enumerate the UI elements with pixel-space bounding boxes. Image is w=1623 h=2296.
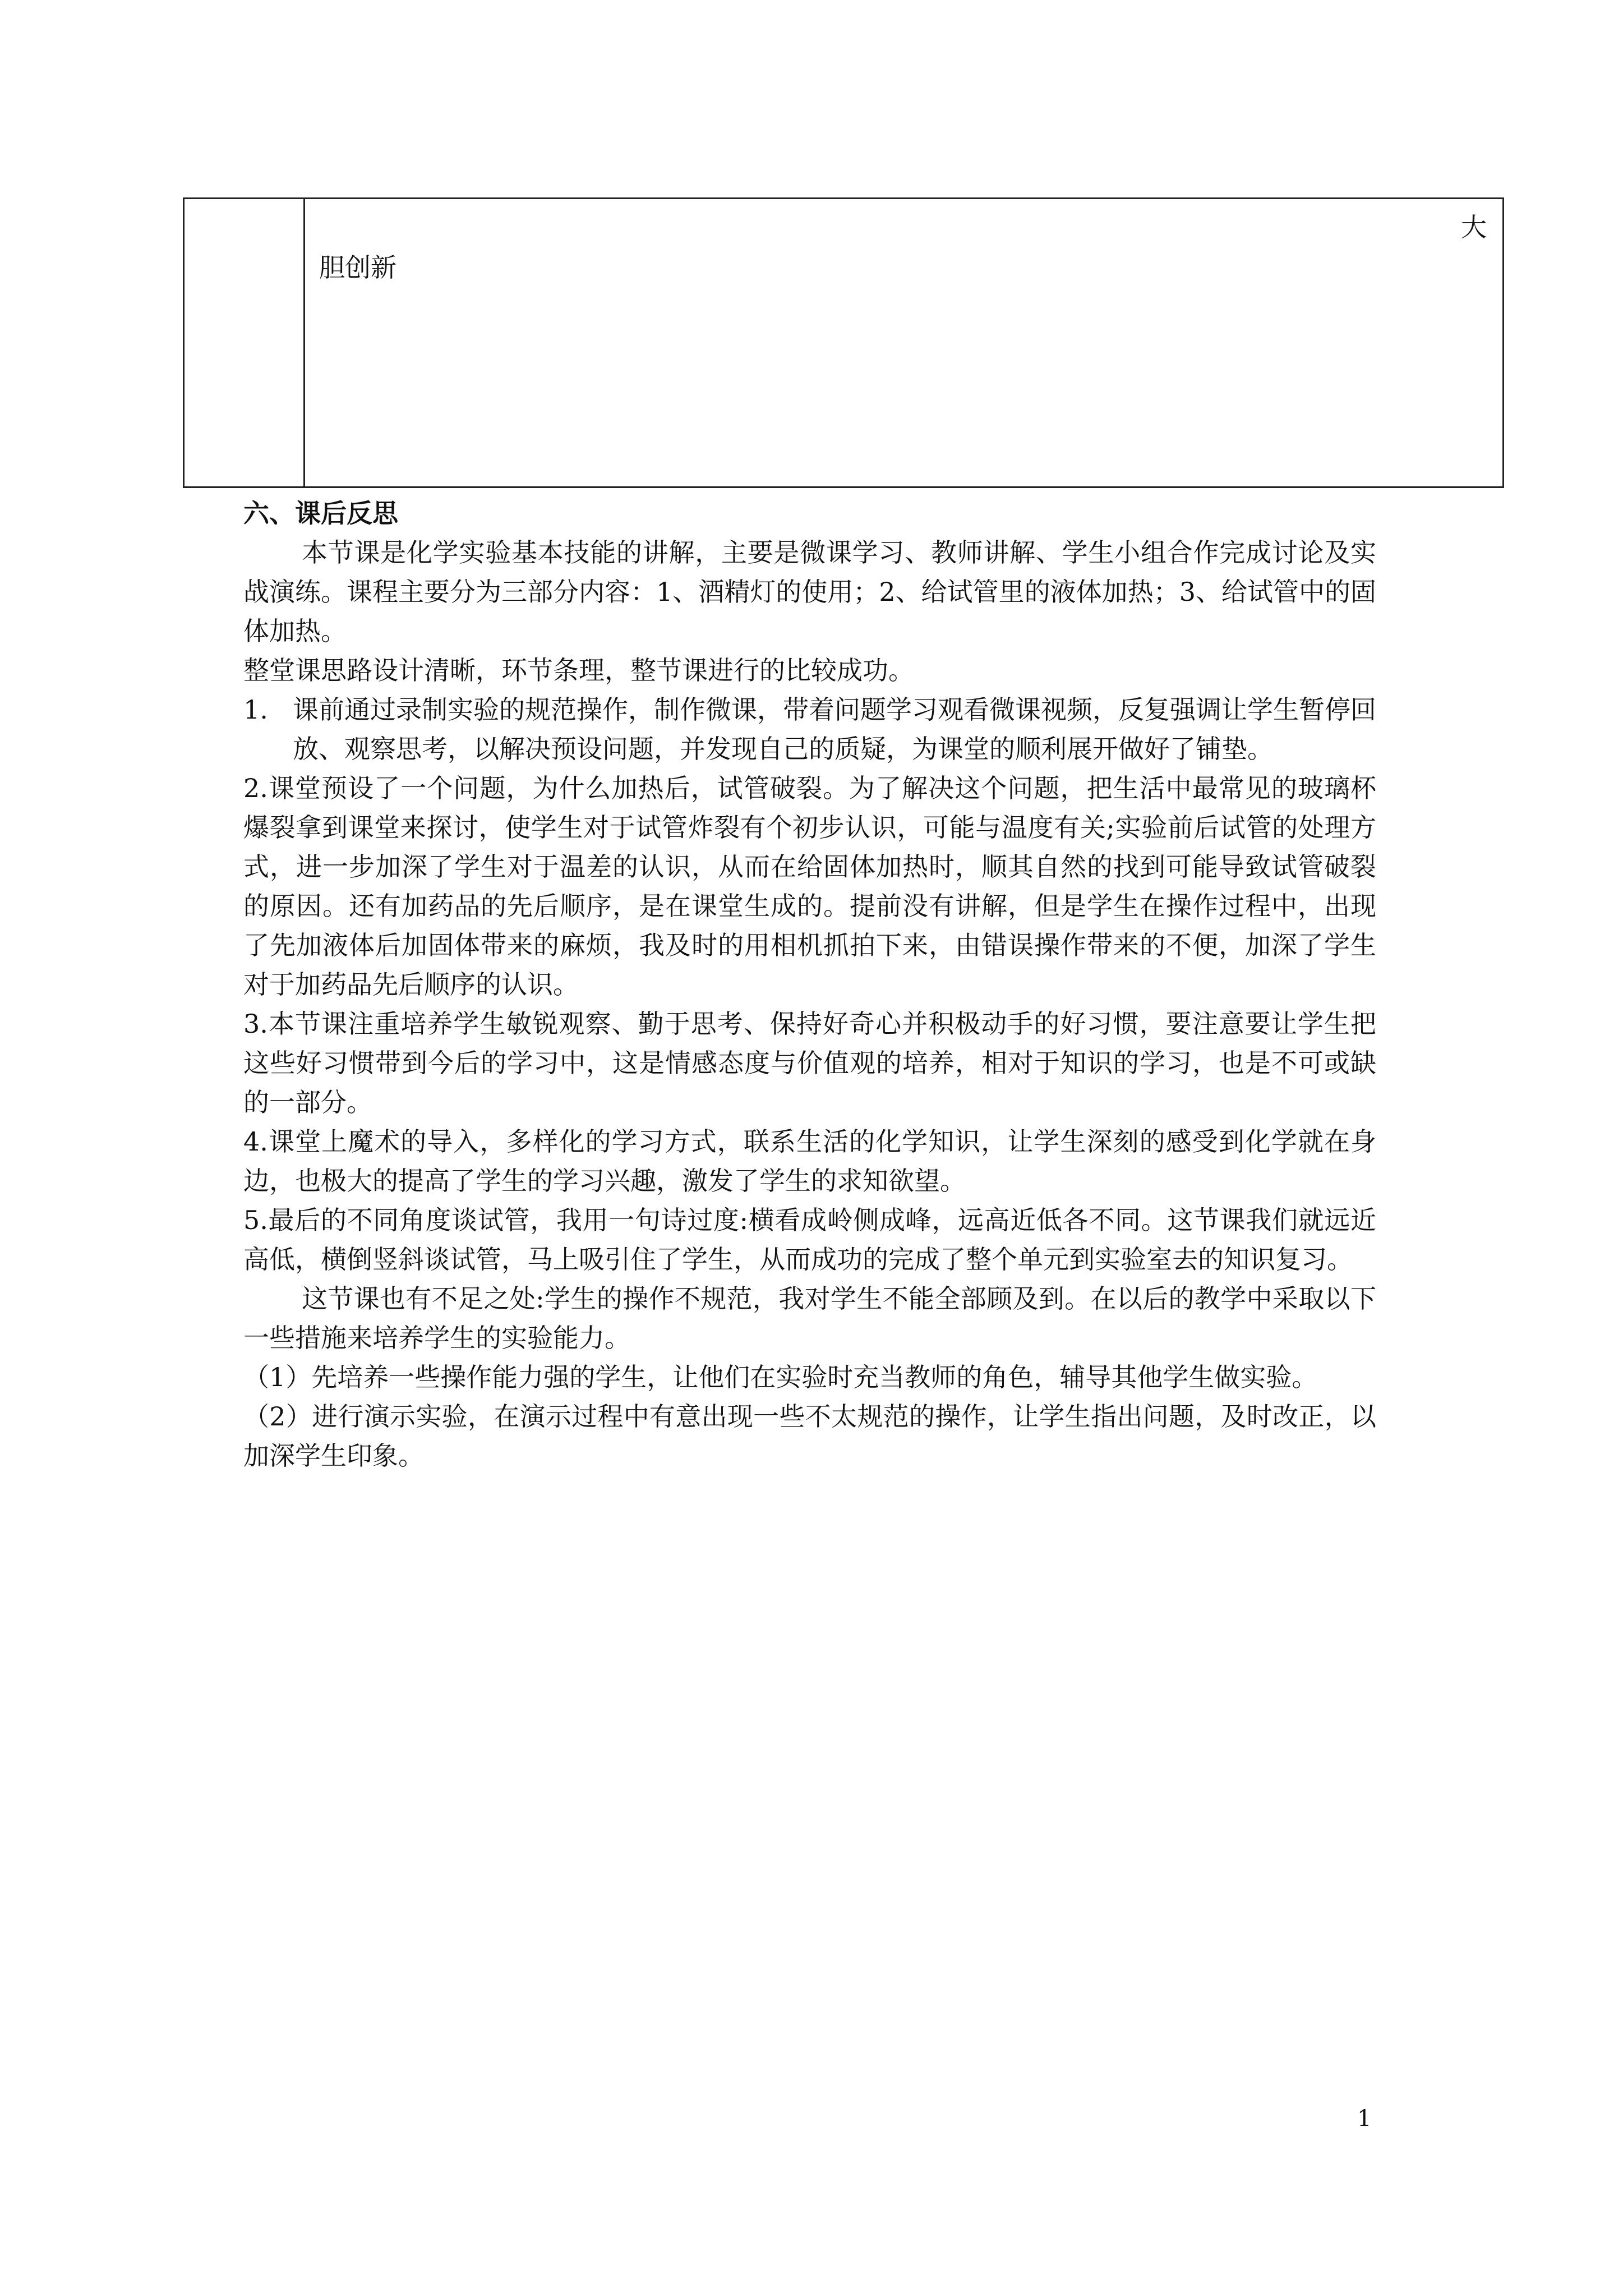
reflection-section: [243, 494, 1376, 1475]
page-number: 1: [1357, 2106, 1372, 2132]
list-item-number: 1.: [243, 694, 268, 725]
table-cell-text-continued: 大: [1461, 212, 1487, 242]
intro-paragraph: 本节课是化学实验基本技能的讲解，主要是微课学习、教师讲解、学生小组合作完成讨论及实战演练。课程主要分为三部分内容：1、酒精灯的使用；2、给试管里的液体加热；3、给试管中的固体加热。: [243, 537, 1376, 646]
section-heading: 六、课后反思: [243, 498, 398, 528]
list-item: 2.课堂预设了一个问题，为什么加热后，试管破裂。为了解决这个问题，把生活中最常见的玻璃杯爆裂拿到课堂来探讨，使学生对于试管炸裂有个初步认识，可能与温度有关;实验前后试管的处理方式，进一步加深了学生对于温差的认识，从而在给固体加热时，顺其自然的找到可能导致试管破裂的原因。还有加药品的先后顺序，是在课堂生成的。提前没有讲解，但是学生在操作过程中，出现了先加液体后加固体带来的麻烦，我及时的用相机抓拍下来，由错误操作带来的不便，加深了学生对于加药品先后顺序的认识。: [243, 773, 1376, 1000]
shortcoming-paragraph: 这节课也有不足之处:学生的操作不规范，我对学生不能全部顾及到。在以后的教学中采取以下一些措施来培养学生的实验能力。: [243, 1283, 1376, 1353]
list-item: [243, 690, 1376, 769]
measure-item: （2）进行演示实验，在演示过程中有意出现一些不太规范的操作，让学生指出问题，及时改正，以加深学生印象。: [243, 1401, 1376, 1471]
list-item: 4.课堂上魔术的导入，多样化的学习方式，联系生活的化学知识，让学生深刻的感受到化学就在身边，也极大的提高了学生的学习兴趣，激发了学生的求知欲望。: [243, 1126, 1376, 1196]
table-fragment: [183, 197, 1504, 488]
summary-paragraph: 整堂课思路设计清晰，环节条理，整节课进行的比较成功。: [243, 655, 914, 685]
list-item: 5.最后的不同角度谈试管，我用一句诗过度:横看成岭侧成峰，远高近低各不同。这节课我们就远近高低，横倒竖斜谈试管，马上吸引住了学生，从而成功的完成了整个单元到实验室去的知识复习。: [243, 1205, 1376, 1274]
table-cell-text: 胆创新: [319, 252, 396, 283]
list-item-text: 课前通过录制实验的规范操作，制作微课，带着问题学习观看微课视频，反复强调让学生暂停回放、观察思考，以解决预设问题，并发现自己的质疑，为课堂的顺利展开做好了铺垫。: [293, 694, 1376, 764]
measure-item: （1）先培养一些操作能力强的学生，让他们在实验时充当教师的角色，辅导其他学生做实验。: [243, 1362, 1318, 1392]
list-item: 3.本节课注重培养学生敏锐观察、勤于思考、保持好奇心并积极动手的好习惯，要注意要让学生把这些好习惯带到今后的学习中，这是情感态度与价值观的培养，相对于知识的学习，也是不可或缺的一部分。: [243, 1009, 1376, 1117]
table-column-divider: [303, 199, 305, 486]
